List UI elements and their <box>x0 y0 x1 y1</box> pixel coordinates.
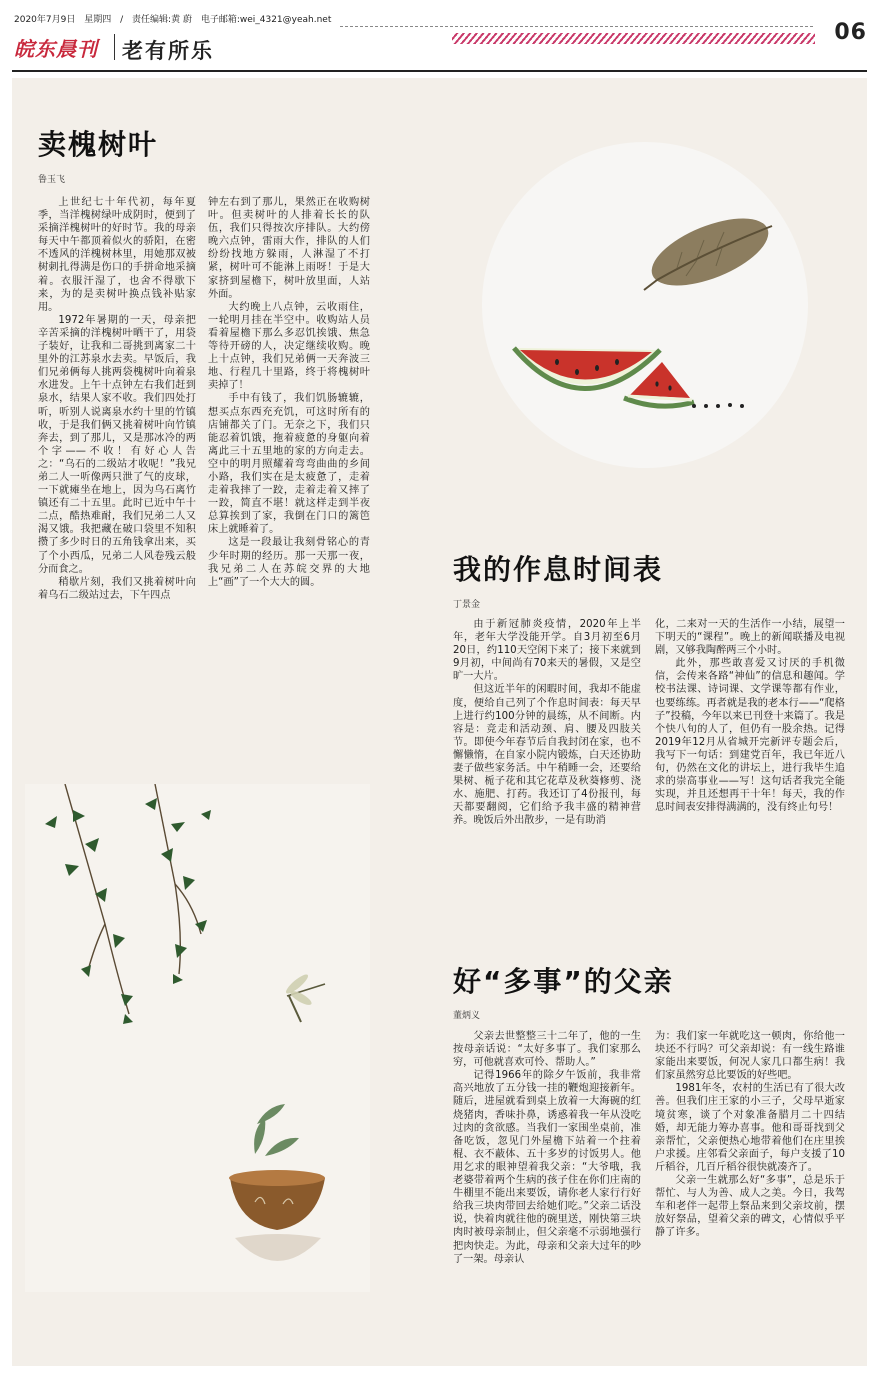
logo-divider <box>114 34 115 60</box>
paragraph: 1981年冬，农村的生活已有了很大改善。但我们庄王家的小三子，父母早逝家境贫寒，谈了个对象准备腊月二十四结婚，却无能力筹办喜事。他和哥哥找到父亲帮忙，父亲便热心地带着他们在庄里挨户求援。庄邻看父亲面子，每户支援了10斤稻谷，几百斤稻谷很快就凑齐了。 <box>655 1083 845 1173</box>
header-rule <box>12 70 867 72</box>
paragraph: 1972年暑期的一天，母亲把辛苦采摘的洋槐树叶晒干了，用袋子装好，让我和二哥挑到离家二十里外的江苏泉水去卖。早饭后，我们兄弟俩每人挑两袋槐树叶向着泉水进发。上午十点钟左右我们赶到泉水，结果人家不收。我们四处打听，听别人说离泉水约十里的竹镇收，于是我们俩又挑着树叶向竹镇奔去，到了那儿，又是那冰冷的两个字——不收！有好心人告之：“乌石的二级站才收呢！”我兄弟二人一听像两只泄了气的皮球，一下就瘫坐在地上，因为乌石离竹镇还有二十五里。此时已近中午十二点，酷热难耐，我们兄弟二人又渴又饿。我把藏在破口袋里不知积攒了多少时日的五角钱拿出来，买了个小西瓜，兄弟二人风卷残云般分而食之。 <box>38 314 196 575</box>
paragraph: 稍歇片刻，我们又挑着树叶向着乌石二级站过去，下午四点 <box>38 576 196 601</box>
paragraph: 但这近半年的闲暇时间，我却不能虚度，便给自己列了个作息时间表：每天早上进行约100分钟的晨练，从不间断。内容是：竞走和活动颈、肩、腰及四肢关节。即使今年春节后自我封闭在家，也不懈懒惰，在自家小院内锻炼，白天还协助妻子做些家务活。中午稍睡一会，还要给果树、栀子花和其它花草及秋葵修剪、浇水、施肥、打药。我还订了4份报刊，每天都要翻阅，它们给予我丰盛的精神营养。晚饭后外出散步，一是有助消 <box>453 684 641 827</box>
article3-column-1 <box>453 1030 641 1266</box>
article1-title: 卖槐树叶 <box>38 128 159 161</box>
paragraph: 钟左右到了那儿，果然正在收购树叶。但卖树叶的人排着长长的队伍，我们只得按次序排队。大约傍晚六点钟，雷雨大作，排队的人们纷纷找地方躲雨，人淋湿了不打紧，树叶可不能淋上雨呀！于是大家挤到屋檐下，树叶放里面，人站外面。 <box>208 197 370 300</box>
masthead-info <box>14 12 337 25</box>
info-separator: / <box>120 15 124 25</box>
newspaper-logo: 皖东晨刊 <box>14 37 98 61</box>
article3-title: 好“多事”的父亲 <box>453 965 674 998</box>
issue-date: 2020年7月9日 <box>14 15 76 25</box>
paragraph: 化，二来对一天的生活作一小结，展望一下明天的“课程”。晚上的新闻联播及电视剧，又够我陶醉两三个小时。 <box>655 619 845 657</box>
section-title: 老有所乐 <box>122 38 214 63</box>
issue-weekday: 星期四 <box>84 15 112 25</box>
paragraph: 由于新冠肺炎疫情，2020年上半年，老年大学没能开学。自3月初至6月20日，约110天空闲下来了；接下来就到9月初，中间尚有70来天的暑假，又是空旷一大片。 <box>453 619 641 683</box>
article1-column-2 <box>208 196 370 589</box>
hatched-banner <box>452 33 815 44</box>
article2-author: 丁景金 <box>453 600 481 610</box>
paragraph: 大约晚上八点钟，云收雨住，一轮明月挂在半空中。收购站人员看着屋檐下那么多忍饥挨饿、焦急等待开磅的人，决定继续收购。晚上十点钟，我们兄弟俩一天奔波三地、行程几十里路，终于将槐树叶卖掉了！ <box>208 301 370 392</box>
paragraph: 父亲去世整整三十二年了，他的一生按母亲话说：“太好多事了。我们家那么穷，可他就喜欢可怜、帮助人。” <box>453 1031 641 1069</box>
paragraph: 手中有钱了，我们饥肠辘辘，想买点东西充充饥，可这时所有的店铺都关了门。无奈之下，我们只能忍着饥饿，拖着疲惫的身躯向着离此三十五里地的家的方向走去。空中的明月照耀着弯弯曲曲的乡间小路，我们实在是太疲惫了，走着走着我摔了一跤，走着走着又摔了一跤，简直不堪！就这样走到半夜总算挨到了家，我倒在门口的篱笆床上就睡着了。 <box>208 393 370 536</box>
page-number: 06 <box>834 20 867 45</box>
vine-bowl-illustration <box>25 784 370 1292</box>
paragraph: 上世纪七十年代初，每年夏季，当洋槐树绿叶成阴时，便到了采摘洋槐树叶的好时节。我的母亲每天中午都顶着似火的骄阳，在密不透风的洋槐树林里，用她那双被树刺扎得满是伤口的手拼命地采摘着。衣服汗湿了，也舍不得歇下来，为的是卖树叶换点钱补贴家用。 <box>38 197 196 313</box>
paragraph: 这是一段最让我刻骨铭心的青少年时期的经历。那一天那一夜，我兄弟二人在苏皖交界的大地上“画”了一个大大的圆。 <box>208 537 370 588</box>
editor-email: 电子邮箱:wei_4321@yeah.net <box>200 15 332 25</box>
watermelon-illustration <box>472 140 818 470</box>
article1-author: 鲁玉飞 <box>38 175 66 185</box>
illustration-bg <box>25 784 370 1292</box>
article3-column-2 <box>655 1030 845 1240</box>
article1-column-1 <box>38 196 196 602</box>
editor-credit: 责任编辑:黄 蔚 <box>132 15 192 25</box>
article2-title: 我的作息时间表 <box>453 553 664 586</box>
article2-column-1 <box>453 618 641 828</box>
dashed-rule <box>340 26 813 27</box>
paragraph: 父亲一生就那么好“多事”，总是乐于帮忙、与人为善、成人之美。今日，我驾车和老伴一起带上祭品来到父亲坟前，摆放好祭品，望着父亲的碑文，心情似乎平静了许多。 <box>655 1175 845 1239</box>
article2-column-2 <box>655 618 845 814</box>
article3-author: 董炳义 <box>453 1011 481 1021</box>
illustration-circle-bg <box>482 142 808 468</box>
paragraph: 记得1966年的除夕午饭前，我非常高兴地放了五分钱一挂的鞭炮迎接新年。随后，进屋就看到桌上放着一大海碗的红烧猪肉，香味扑鼻，诱惑着我一年从没吃过肉的贪欲感。当我们一家围坐桌前，准备吃饭，忽见门外屋檐下站着一个拄着棍、衣不蔽体、五十多岁的讨饭男人。他用乞求的眼神望着我父亲：“大爷哦，我老婆带着两个生病的孩子住在你们庄南的牛棚里不能出来要饭，请你老人家行行好给我三块肉带回去给她们吃。”父亲二话没说，快着肉就往他的碗里送，刚快第三块肉时被母亲制止，但父亲毫不示弱地强行把肉快走。为此，母亲和父亲大过年的吵了一架。母亲认 <box>453 1070 641 1265</box>
paragraph: 此外，那些敢喜爱又讨厌的手机微信，会传来各路“神仙”的信息和趣闻。学校书法课、诗词课、文学课等都有作业，也要练练。再者就是我的老本行——“爬格子”投稿，今年以来已刊登十来篇了。我是个快八旬的人了，但仍有一股余热。记得2019年12月从省城开完新评专题会后，我写下一句话：到建党百年，我已年近八旬，仍然在文化的讲坛上，进行我毕生追求的崇高事业——写！这句话者我完全能实现，并且还想再干十年！每天，我的作息时间表安排得满满的，没有终止句号！ <box>655 658 845 814</box>
paragraph: 为：我们家一年就吃这一顿肉，你给他一块还不行吗？可父亲却说：有一线生路谁家能出来要饭，何况人家几口都生病！我们家虽然穷总比要饭的好些吧。 <box>655 1031 845 1082</box>
